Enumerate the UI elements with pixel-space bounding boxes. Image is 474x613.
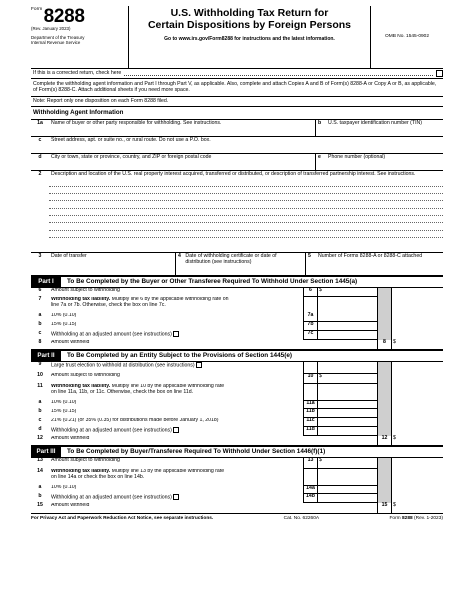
line-num: 1a [37,120,43,127]
box-label: 7b [303,322,317,331]
line-10 [31,373,443,384]
line-num: 3 [38,253,42,260]
box-label: 11a [303,400,317,409]
blank-column [391,494,443,503]
line-num: c [38,416,42,423]
line-7 [31,297,443,313]
blank-column [303,340,317,349]
label-text: Large trust election to withhold at distribution (see instructions) [51,361,195,368]
part-2-lines [31,362,443,446]
part-2-header [31,350,443,362]
blank-line [49,187,443,194]
line-11d-checkbox[interactable] [173,427,179,433]
blank-column [391,297,443,313]
agency: Internal Revenue Service [31,40,81,46]
part-3-header [31,446,443,458]
forms-attached-field[interactable] [305,253,443,275]
line-label [49,384,303,400]
footer-form-label: Form [389,515,402,521]
line-num: d [38,425,42,432]
line-num: 6 [38,286,42,293]
line-label: 15% (0.15) [51,408,77,414]
box-label: 13 [303,458,317,469]
street-address-field[interactable] [49,137,443,153]
line-num: c [38,329,42,336]
blank-column [317,340,377,349]
general-instructions: Complete the withholding agent information and Part I through Part V, as applicable. Also, complete and attach Copies A and B of Form(s) 8288-A or Copy A or B, as applicable, of Form(s) 8288-C. Attach additional sheets if you need more space. [31,79,443,97]
agent-section-title: Withholding Agent Information [31,107,443,119]
box-label: 10 [303,373,317,384]
form-title-1: U.S. Withholding Tax Return for [170,7,329,19]
line-label [49,427,303,436]
blank-line [49,209,443,216]
form-footer [31,513,443,522]
line-14a-input[interactable] [317,485,377,494]
form-header [31,6,443,69]
dollar-sign: $ [393,434,396,441]
line-7a [31,313,443,322]
line-num: b [318,120,322,127]
row-3-4-5 [31,253,443,276]
line-12-input[interactable] [391,436,443,445]
blank-line [49,216,443,223]
field-label: Number of Forms 8288-A or 8288-C attached [318,253,423,260]
line-num: 4 [178,253,181,260]
line-num: b [38,407,42,414]
form-number: 8288 [43,6,85,27]
line-num: 8 [38,338,42,345]
line-12 [31,436,443,446]
field-label: Street address, apt. or suite no., or rural route. Do not use a P.O. box. [51,137,211,144]
shaded-column [377,313,391,322]
line-14b-checkbox[interactable] [173,494,179,500]
leader-dots [124,71,433,76]
line-15-input[interactable] [391,503,443,513]
blank-column [391,288,443,297]
line-num: 15 [37,501,43,508]
blank-line [49,201,443,208]
line-num: a [38,483,42,490]
part-3-lines [31,458,443,513]
line-num: d [38,154,42,161]
blank-column [391,458,443,469]
shaded-column [377,409,391,418]
shaded-column [377,322,391,331]
blank-column [391,400,443,409]
blank-column [317,297,377,313]
footer-revision: (Rev. 1-2023) [412,515,443,521]
line-14a [31,485,443,494]
blank-column [391,322,443,331]
box-label: 15 [377,503,391,513]
form-title-block [129,6,370,68]
line-label: Amount withheld [51,502,90,508]
tin-field[interactable] [315,120,443,136]
line-11b-input[interactable] [317,409,377,418]
line-11b [31,409,443,418]
dollar-sign: $ [319,456,322,463]
label-text: on line 11a, 11b, or 11c. Otherwise, check the box on line 11d. [51,388,194,395]
line-14b-input[interactable] [317,494,377,503]
part-3-title: To Be Completed by Buyer/Transferee Required To Withhold Under Section 1446(f)(1) [67,447,326,455]
field-label: Name of buyer or other party responsible for withholding. See instructions. [51,120,222,127]
blank-column [391,418,443,427]
line-label: Amount subject to withholding [51,372,120,378]
blank-column [391,409,443,418]
line-7b-input[interactable] [317,322,377,331]
blank-column [303,469,317,485]
blank-line [49,231,443,238]
blank-column [391,469,443,485]
field-label: Date of transfer [51,253,87,260]
field-label: Description and location of the U.S. real property interest acquired, transferred or distributed, or description of transferred partnership interest. See instructions. [51,171,416,178]
blank-column [317,503,377,513]
line-7c-input[interactable] [317,331,377,340]
line-label: Amount subject to withholding [51,457,120,463]
form-label: Form [31,7,43,12]
shaded-column [377,469,391,485]
line-7c [31,331,443,340]
line-11c-input[interactable] [317,418,377,427]
line-label: 10% (0.10) [51,399,77,405]
part-3-tag: Part III [31,447,61,457]
box-label: 7a [303,313,317,322]
line-10-input[interactable] [317,373,377,384]
blank-column [317,362,377,373]
dollar-sign: $ [319,372,322,379]
revision: (Rev. January 2023) [31,26,71,31]
withholding-cert-date-field[interactable] [175,253,305,275]
label-text: Multiply line 6 by the applicable withholding rate on [110,296,229,302]
shaded-column [377,297,391,313]
instructions-link[interactable]: Go to www.irs.gov/Form8288 for instructions and the latest information. [164,36,335,42]
dollar-sign: $ [393,501,396,508]
label-bold: Withholding tax liability. [51,296,111,302]
field-label: U.S. taxpayer identification number (TIN) [328,120,422,127]
label-text: Withholding at an adjusted amount (see instructions) [51,493,172,500]
blank-column [303,362,317,373]
label-text: Multiply line 13 by the applicable withholding rate [110,468,225,474]
line-num: a [38,311,42,318]
phone-field[interactable] [315,154,443,170]
box-label: 11c [303,418,317,427]
box-label: 14b [303,494,317,503]
line-num: e [318,154,321,161]
line-num: 11 [37,382,43,389]
part-1-tag: Part I [31,277,61,287]
line-num: b [38,492,42,499]
line-14 [31,469,443,485]
corrected-return-checkbox[interactable] [436,70,443,77]
blank-column [391,485,443,494]
part-1-title: To Be Completed by the Buyer or Other Transferee Required To Withhold Under Section 1445(a) [67,277,358,285]
blank-line [49,194,443,201]
shaded-column [377,362,391,373]
part-2-tag: Part II [31,351,61,361]
line-6-input[interactable] [317,288,377,297]
line-9 [31,362,443,373]
blank-column [391,373,443,384]
dollar-sign: $ [393,338,396,345]
line-8 [31,340,443,350]
line-8-input[interactable] [391,340,443,349]
field-label: City or town, state or province, country, and ZIP or foreign postal code [51,154,212,161]
line-label: Amount withheld [51,339,90,345]
line-13 [31,458,443,469]
line-label [49,469,303,485]
form-id-block [31,6,129,68]
blank-column [391,331,443,340]
shaded-column [377,400,391,409]
shaded-column [377,384,391,400]
city-field[interactable] [49,154,315,170]
buyer-name-field[interactable] [49,120,315,136]
blank-column [303,436,317,445]
blank-column [391,427,443,436]
department: Department of the Treasury [31,35,85,41]
row-1d [31,154,443,171]
blank-line [49,180,443,187]
line-num: 5 [308,253,311,260]
line-7b [31,322,443,331]
line-label: 10% (0.10) [51,312,77,318]
part-2-title: To Be Completed by an Entity Subject to the Provisions of Section 1445(e) [67,351,293,359]
box-label: 12 [377,436,391,445]
row-2[interactable] [31,171,443,253]
line-9-checkbox[interactable] [196,362,202,368]
row-1a [31,120,443,137]
label-bold: Withholding tax liability. [51,468,111,474]
line-label [49,362,303,373]
date-of-transfer-field[interactable] [49,253,175,275]
line-num: b [38,320,42,327]
line-label [49,297,303,313]
label-bold: Withholding tax liability. [51,383,111,389]
line-11 [31,384,443,400]
row-1c [31,137,443,154]
omb-number: OMB No. 1545-0902 [370,6,443,68]
line-label: Amount withheld [51,435,90,441]
blank-column [317,436,377,445]
form-footer-id [389,516,443,522]
line-label: 15% (0.15) [51,321,77,327]
line-7c-checkbox[interactable] [173,331,179,337]
line-num: 14 [37,467,43,474]
line-11a-input[interactable] [317,400,377,409]
shaded-column [377,458,391,469]
box-label: 11b [303,409,317,418]
blank-column [391,384,443,400]
line-label: 21% (0.21) (or 35% (0.35) for distributions made before January 1, 2018) [51,417,219,423]
line-num: c [38,137,42,144]
box-label: 14a [303,485,317,494]
field-label: Phone number (optional) [328,154,386,161]
label-text: Withholding at an adjusted amount (see instructions) [51,426,172,433]
box-label: 8 [377,340,391,349]
part-1-lines [31,288,443,350]
privacy-notice: For Privacy Act and Paperwork Reduction Act Notice, see separate instructions. [31,515,214,521]
blank-column [391,313,443,322]
line-label: 10% (0.10) [51,484,77,490]
blank-column [391,362,443,373]
shaded-column [377,485,391,494]
line-11d-input[interactable] [317,427,377,436]
label-text: on line 14a or check the box on line 14b. [51,473,145,480]
footer-form-number: 8288 [402,515,413,521]
note: Note: Report only one disposition on each Form 8288 filed. [31,97,443,108]
line-num: 10 [37,371,43,378]
corrected-return-row [31,69,443,79]
catalog-number: Cat. No. 62260A [283,515,320,521]
line-15 [31,503,443,513]
dollar-sign: $ [319,286,322,293]
blank-column [303,503,317,513]
line-num: 12 [37,434,43,441]
line-num: a [38,398,42,405]
blank-column [317,384,377,400]
line-11c [31,418,443,427]
line-num: 13 [37,456,43,463]
line-7a-input[interactable] [317,313,377,322]
blank-line [49,223,443,230]
line-11a [31,400,443,409]
part-1-header [31,276,443,288]
line-6 [31,288,443,297]
blank-column [303,297,317,313]
field-label: Date of withholding certificate or date of distribution (see instructions) [185,253,277,266]
line-13-input[interactable] [317,458,377,469]
line-label: Amount subject to withholding [51,287,120,293]
form-title-2: Certain Dispositions by Foreign Persons [147,18,352,31]
label-text: Withholding at an adjusted amount (see instructions) [51,330,172,337]
shaded-column [377,418,391,427]
box-label: 11d [303,427,317,436]
shaded-column [377,373,391,384]
corrected-return-label: If this is a corrected return, check here [33,69,122,76]
shaded-column [377,288,391,297]
blank-column [303,384,317,400]
line-label [49,494,303,503]
box-label: 6 [303,288,317,297]
box-label: 7c [303,331,317,340]
label-text: line 7a or 7b. Otherwise, check the box on line 7c. [51,301,166,308]
blank-column [317,469,377,485]
line-num: 7 [38,295,42,302]
line-label [49,331,303,340]
line-num: 2 [38,171,42,178]
line-num: 9 [38,360,42,367]
label-text: Multiply line 10 by the applicable withholding rate [110,383,225,389]
